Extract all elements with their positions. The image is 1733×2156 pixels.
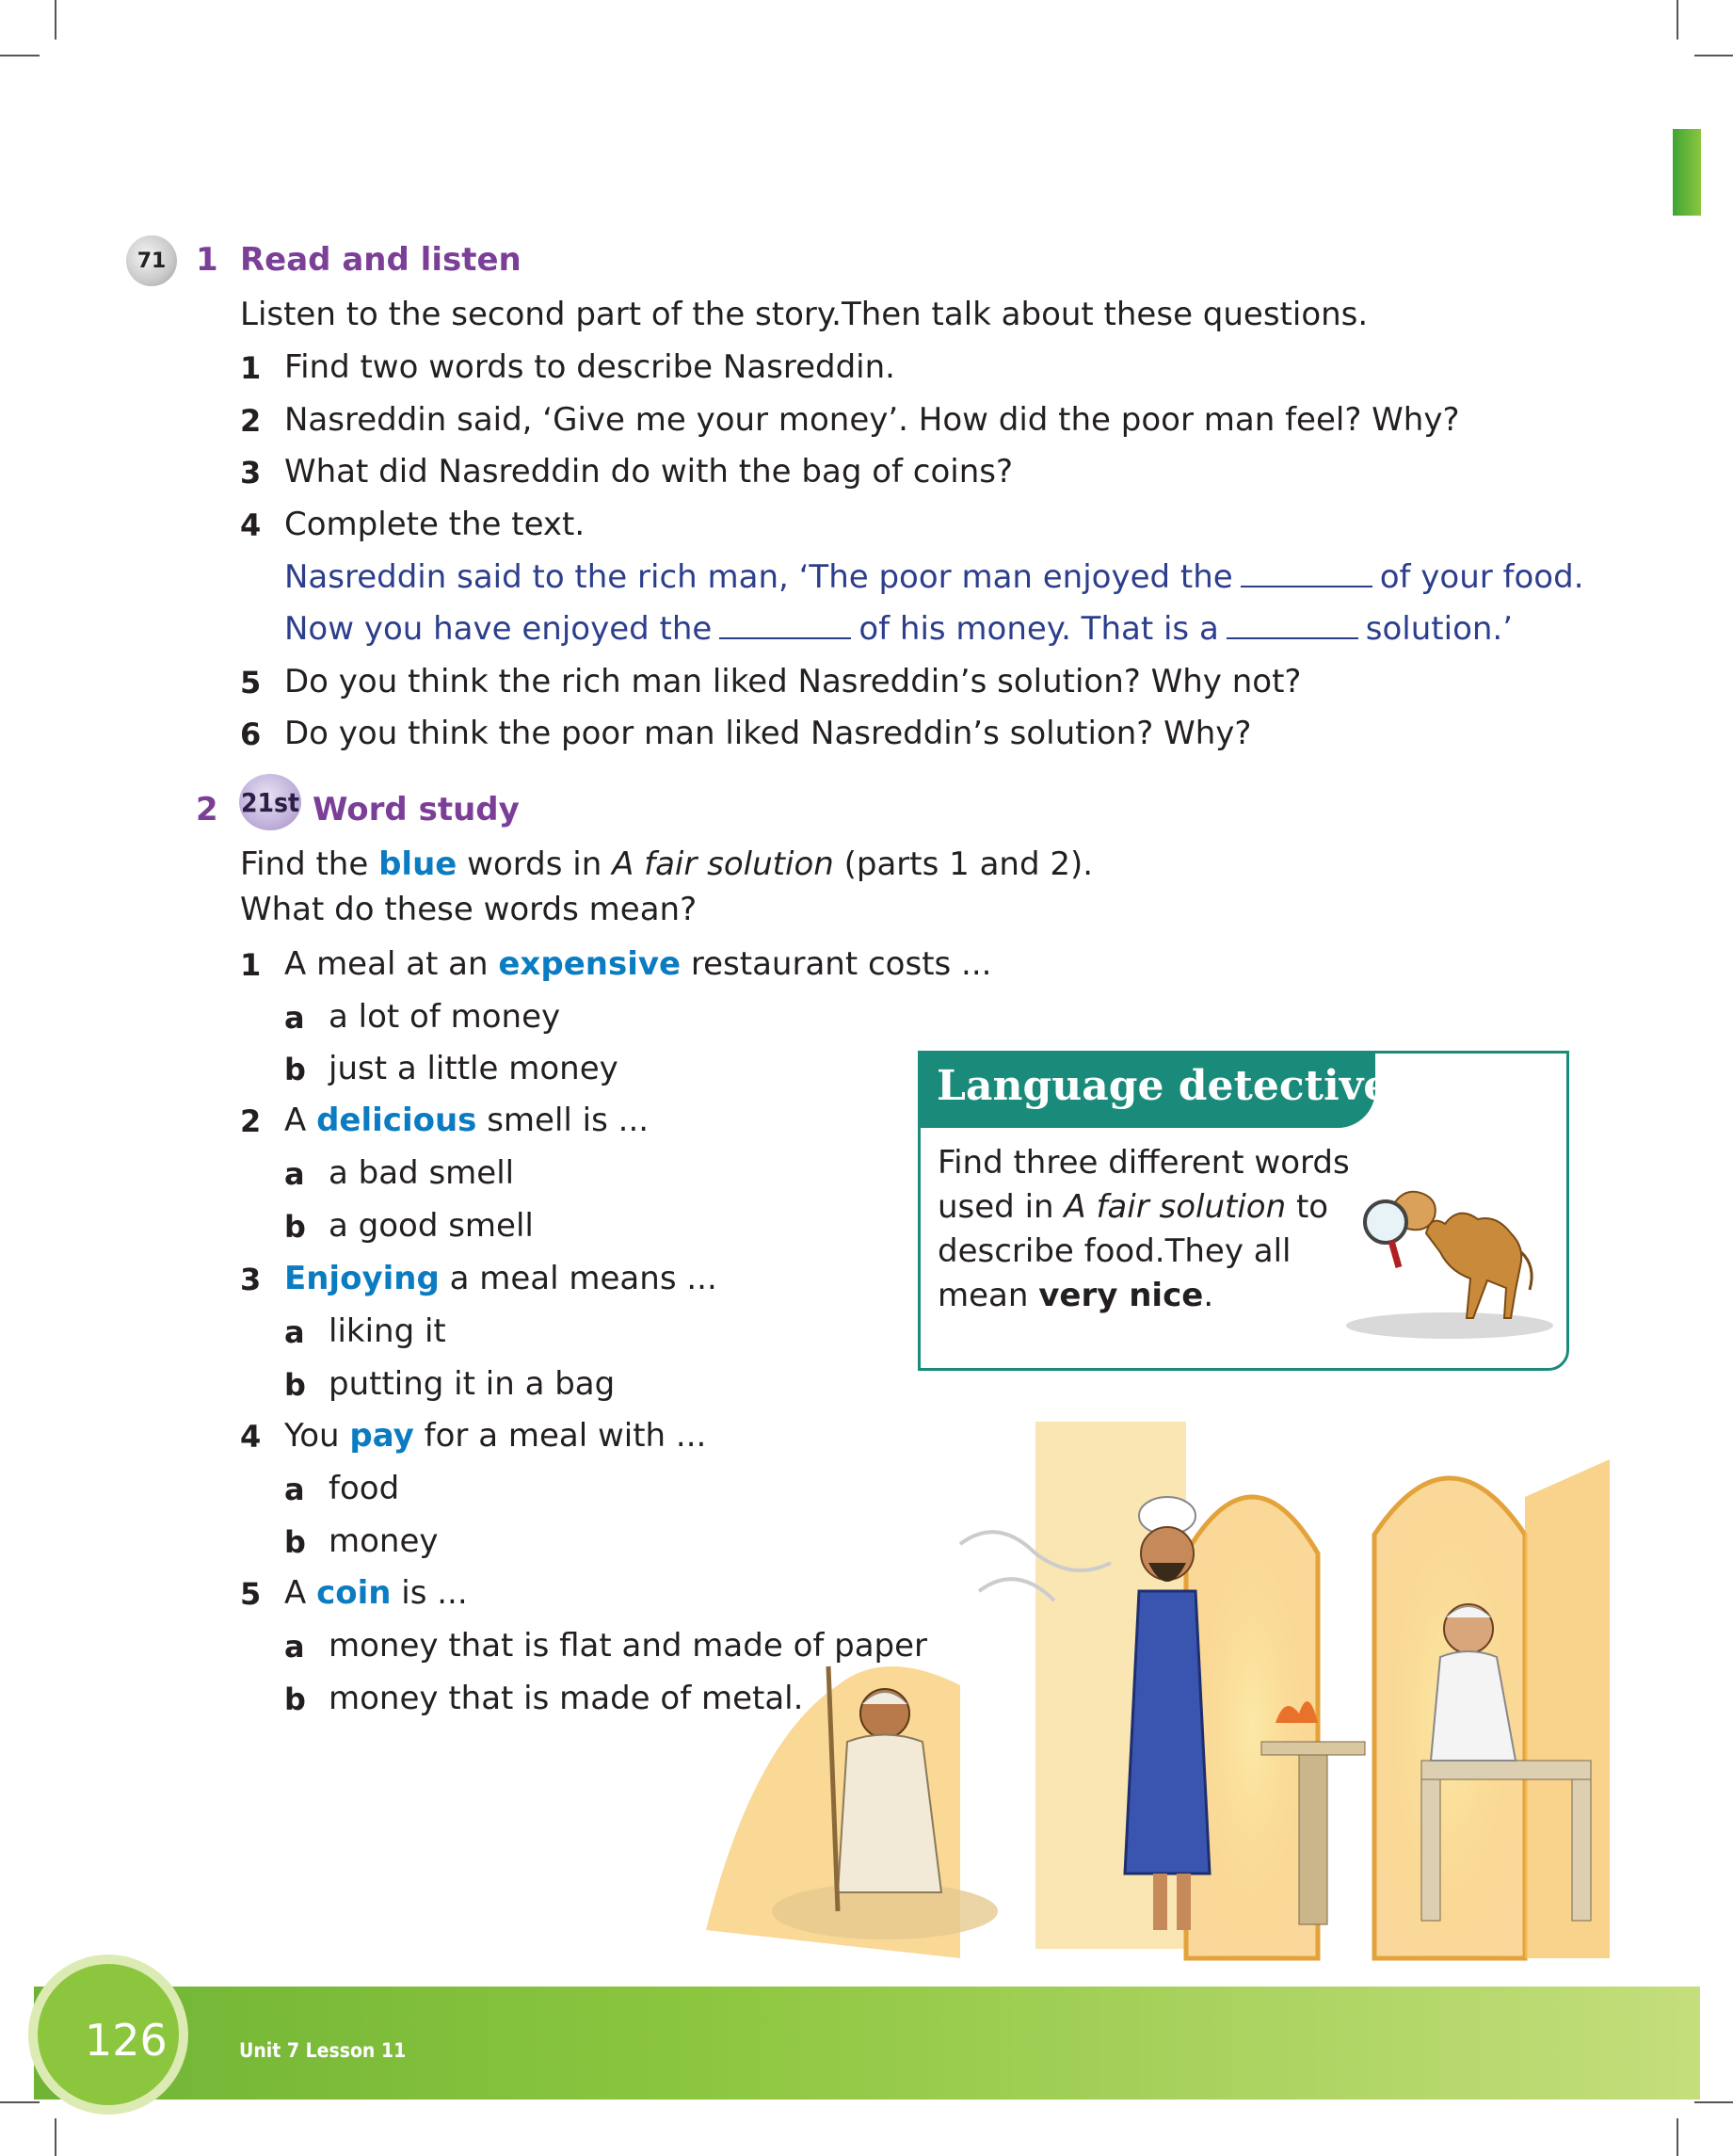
section-number: 1 (196, 241, 218, 279)
item-stem (284, 1102, 649, 1139)
stem-text: A (284, 1574, 307, 1612)
intro-text: (parts 1 and 2). (843, 845, 1094, 883)
crop-mark (1677, 0, 1678, 40)
key-word: delicious (316, 1102, 477, 1139)
21st-century-skills-badge (239, 774, 301, 830)
key-word: expensive (498, 945, 682, 983)
question-number: 6 (240, 716, 262, 752)
option-letter: b (284, 1524, 306, 1560)
option-text[interactable]: money that is flat and made of paper (329, 1627, 928, 1665)
item-number: 3 (240, 1262, 262, 1297)
stem-text: for a meal with ... (424, 1417, 707, 1455)
option-text[interactable]: a good smell (329, 1207, 534, 1245)
option-letter: a (284, 1629, 305, 1665)
question-number: 5 (240, 665, 262, 700)
blank-field[interactable] (719, 636, 851, 639)
item-number: 5 (240, 1576, 262, 1612)
section-title: Word study (313, 791, 520, 829)
cloze-text: Nasreddin said to the rich man, ‘The poor man enjoyed the (284, 558, 1233, 596)
crop-mark (1694, 55, 1733, 56)
detective-text: . (1203, 1277, 1214, 1314)
crop-mark (1694, 2101, 1733, 2103)
market-scene-illustration (697, 1403, 1619, 1968)
camel-detective-illustration (1337, 1177, 1563, 1346)
option-letter: a (284, 1156, 305, 1192)
stem-text: is ... (401, 1574, 468, 1612)
question-number: 3 (240, 455, 262, 491)
option-text[interactable]: a lot of money (329, 998, 561, 1036)
option-letter: a (284, 1472, 305, 1507)
stem-text: You (284, 1417, 340, 1455)
option-text[interactable]: just a little money (329, 1050, 618, 1087)
stem-text: restaurant costs ... (690, 945, 992, 983)
crop-mark (1677, 2118, 1678, 2156)
option-text[interactable]: liking it (329, 1312, 446, 1350)
crop-mark (55, 0, 56, 40)
stem-text: A (284, 1102, 307, 1139)
detective-text: Find three different words used in (938, 1144, 1350, 1226)
item-stem (284, 1574, 468, 1612)
track-number: 71 (136, 249, 167, 273)
blank-field[interactable] (1227, 636, 1358, 639)
cloze-text: of his money. That is a (858, 610, 1219, 648)
option-text[interactable]: money (329, 1522, 439, 1560)
section-title: Read and listen (240, 241, 522, 279)
option-letter: a (284, 1000, 305, 1036)
edge-tab (1673, 129, 1701, 216)
option-letter: b (284, 1681, 306, 1717)
key-word: Enjoying (284, 1260, 440, 1297)
question-number: 2 (240, 403, 262, 439)
crop-mark (0, 55, 40, 56)
cloze-text: Now you have enjoyed the (284, 610, 713, 648)
cloze-text: solution.’ (1365, 610, 1514, 648)
section-intro (240, 845, 1093, 883)
question-text: What did Nasreddin do with the bag of coins? (284, 453, 1014, 491)
crop-mark (0, 2101, 40, 2103)
question-text: Do you think the rich man liked Nasreddin’s solution? Why not? (284, 663, 1302, 700)
option-text[interactable]: a bad smell (329, 1154, 515, 1192)
option-text[interactable]: food (329, 1470, 400, 1507)
section-intro-line2: What do these words mean? (240, 891, 698, 928)
audio-track-icon[interactable] (126, 235, 177, 286)
section-intro: Listen to the second part of the story.Then talk about these questions. (240, 296, 1369, 333)
cloze-text: of your food. (1379, 558, 1584, 596)
item-stem (284, 1260, 717, 1297)
option-letter: a (284, 1314, 305, 1350)
item-stem (284, 945, 991, 983)
language-detective-text (938, 1141, 1352, 1318)
option-letter: b (284, 1367, 306, 1403)
question-text: Complete the text. (284, 506, 586, 543)
story-title: A fair solution (612, 845, 834, 883)
option-text[interactable]: money that is made of metal. (329, 1680, 804, 1717)
question-text: Do you think the poor man liked Nasreddin’s solution? Why? (284, 715, 1252, 752)
crop-mark (55, 2118, 56, 2156)
stem-text: smell is ... (487, 1102, 650, 1139)
unit-lesson-label: Unit 7 Lesson 11 (239, 2039, 407, 2062)
key-word: pay (349, 1417, 414, 1455)
question-number: 1 (240, 350, 262, 386)
item-number: 2 (240, 1103, 262, 1139)
option-letter: b (284, 1052, 306, 1087)
question-text: Find two words to describe Nasreddin. (284, 348, 895, 386)
key-word: coin (316, 1574, 392, 1612)
section-number: 2 (196, 791, 218, 829)
question-number: 4 (240, 507, 262, 543)
page-number: 126 (85, 2015, 168, 2066)
item-number: 4 (240, 1419, 262, 1455)
detective-bold: very nice (1038, 1277, 1204, 1314)
intro-text: words in (467, 845, 602, 883)
cloze-line (284, 610, 1513, 648)
detective-text: to describe food.They all mean (938, 1188, 1329, 1314)
cloze-line (284, 558, 1584, 596)
item-stem (284, 1417, 706, 1455)
item-number: 1 (240, 947, 262, 983)
badge-label: 21st (240, 786, 300, 818)
question-text: Nasreddin said, ‘Give me your money’. How did the poor man feel? Why? (284, 401, 1460, 439)
intro-text: Find the (240, 845, 369, 883)
option-text[interactable]: putting it in a bag (329, 1365, 616, 1403)
option-letter: b (284, 1209, 306, 1245)
stem-text: a meal means ... (449, 1260, 717, 1297)
stem-text: A meal at an (284, 945, 489, 983)
intro-blue-word: blue (378, 845, 457, 883)
story-title: A fair solution (1064, 1188, 1287, 1226)
language-detective-title: Language detective (937, 1062, 1390, 1110)
blank-field[interactable] (1241, 585, 1372, 587)
